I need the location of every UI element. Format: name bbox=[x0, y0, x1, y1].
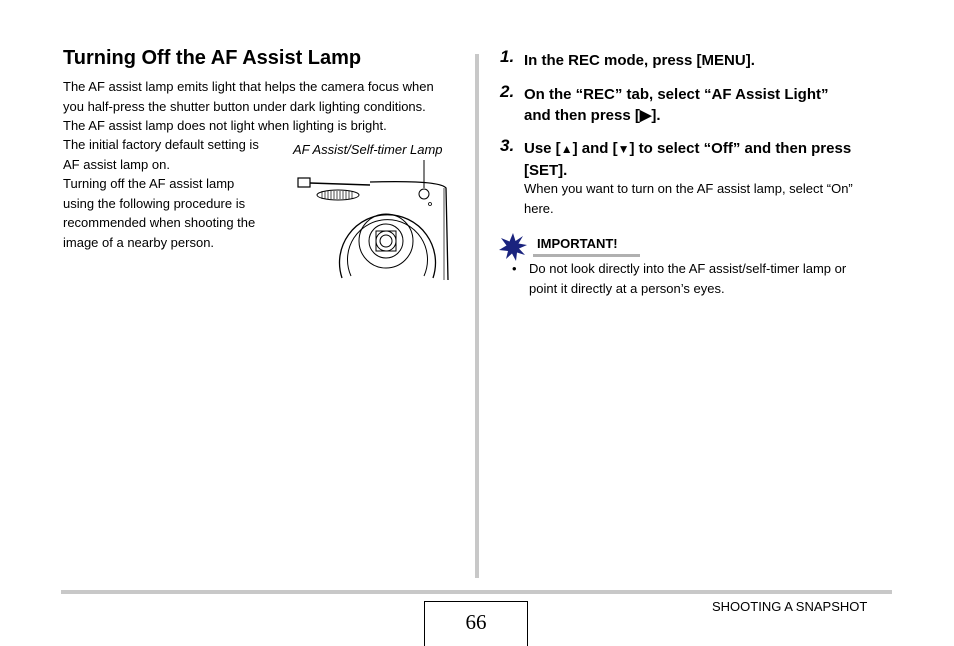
step-number: 3. bbox=[500, 136, 515, 155]
bullet-line: point it directly at a person’s eyes. bbox=[529, 280, 725, 296]
step-2-text bbox=[524, 84, 828, 126]
important-label: IMPORTANT! bbox=[537, 236, 618, 251]
page-title: Turning Off the AF Assist Lamp bbox=[63, 47, 362, 69]
camera-illustration bbox=[290, 158, 455, 283]
footer-rule bbox=[61, 590, 892, 594]
step-text-part: ] and [ bbox=[572, 140, 618, 157]
step-text-part: Use [ bbox=[524, 140, 561, 157]
side-line: image of a nearby person. bbox=[63, 234, 215, 250]
step-1-text: In the REC mode, press [MENU]. bbox=[524, 52, 755, 69]
important-bullet-text bbox=[529, 259, 846, 298]
side-paragraph bbox=[63, 135, 259, 252]
important-underline bbox=[533, 254, 640, 257]
note-line: here. bbox=[524, 200, 554, 216]
step-3 bbox=[500, 136, 514, 156]
section-name: SHOOTING A SNAPSHOT bbox=[712, 599, 868, 614]
strap-line bbox=[310, 183, 370, 185]
step-line: [SET]. bbox=[524, 162, 568, 179]
starburst-icon bbox=[499, 233, 527, 261]
side-line: Turning off the AF assist lamp bbox=[63, 176, 235, 191]
bullet-line: Do not look directly into the AF assist/self-timer lamp or bbox=[529, 261, 847, 276]
step-3-text bbox=[524, 138, 851, 181]
step-text-part: ] to select “Off” and then press bbox=[629, 140, 852, 157]
column-divider bbox=[475, 54, 479, 578]
side-line: using the following procedure is bbox=[63, 195, 246, 211]
small-sensor bbox=[429, 203, 432, 206]
step-1 bbox=[500, 47, 514, 67]
intro-line: you half-press the shutter button under dark lighting conditions. bbox=[63, 98, 426, 114]
up-arrow-icon: ▲ bbox=[560, 142, 573, 156]
figure-caption: AF Assist/Self-timer Lamp bbox=[293, 142, 443, 157]
page-number: 66 bbox=[424, 601, 528, 646]
intro-paragraph bbox=[63, 77, 434, 136]
side-line: The initial factory default setting is bbox=[63, 137, 259, 152]
side-line: AF assist lamp on. bbox=[63, 156, 170, 172]
bullet-mark: • bbox=[512, 261, 517, 276]
step-number: 1. bbox=[500, 47, 515, 66]
down-arrow-icon: ▼ bbox=[617, 142, 630, 156]
step-line: On the “REC” tab, select “AF Assist Light” bbox=[524, 86, 829, 103]
step-line bbox=[524, 138, 851, 160]
side-line: recommended when shooting the bbox=[63, 215, 256, 230]
step-number: 2. bbox=[500, 82, 515, 101]
af-assist-lamp bbox=[419, 189, 429, 199]
step-3-note bbox=[524, 179, 853, 218]
strap-lug bbox=[298, 178, 310, 187]
grip bbox=[317, 190, 359, 200]
intro-line: The AF assist lamp does not light when lighting is bright. bbox=[63, 118, 387, 133]
intro-line: The AF assist lamp emits light that helps the camera focus when bbox=[63, 79, 434, 94]
lens-ring bbox=[359, 214, 413, 268]
note-line: When you want to turn on the AF assist lamp, select “On” bbox=[524, 181, 853, 196]
step-line: and then press [▶]. bbox=[524, 107, 661, 124]
step-2 bbox=[500, 82, 514, 102]
